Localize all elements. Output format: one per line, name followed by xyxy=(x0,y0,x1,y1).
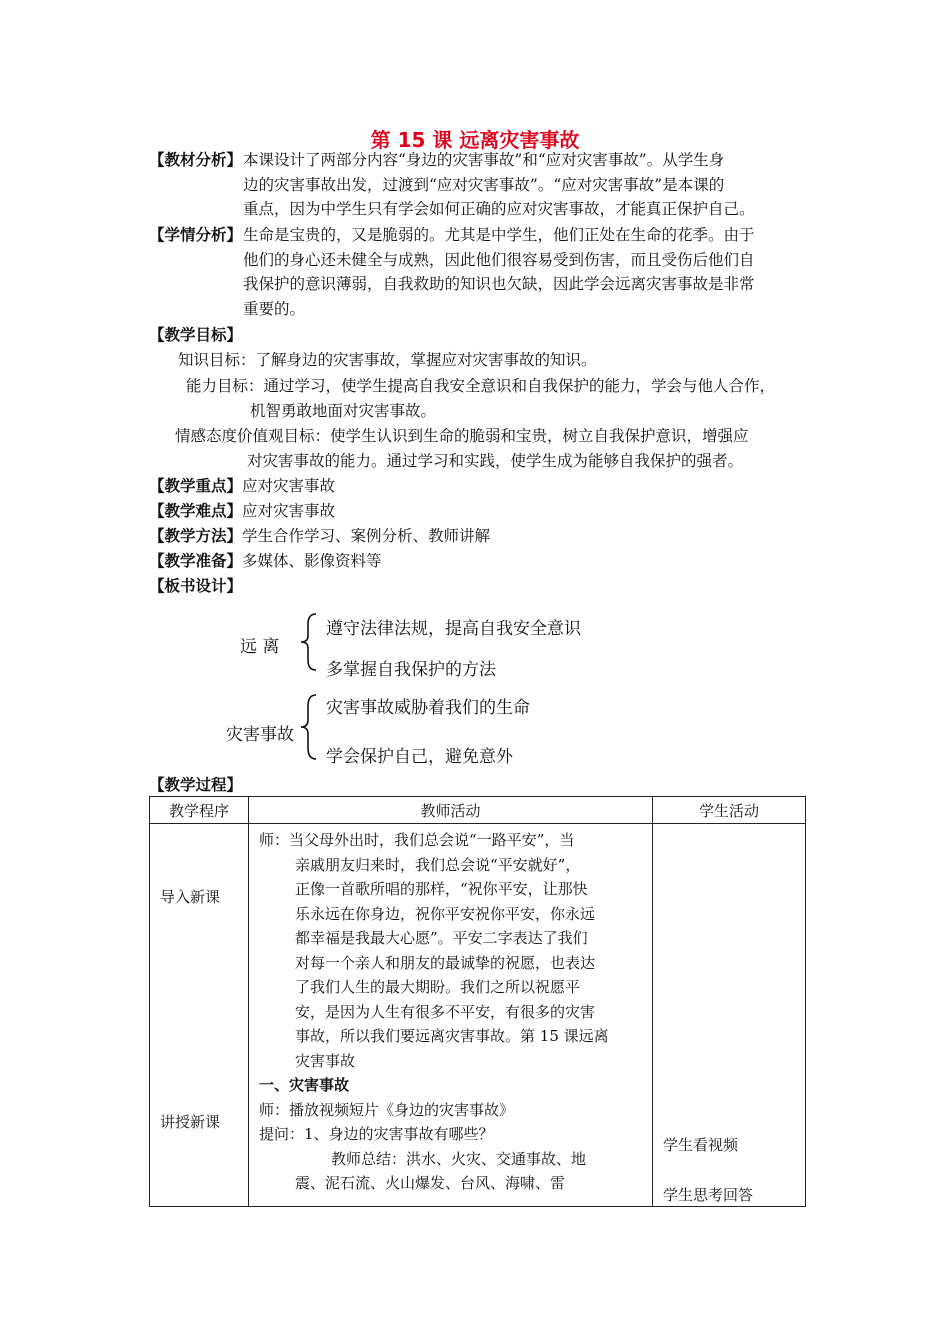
stage-cell xyxy=(150,824,249,1207)
teacher-activity-cell xyxy=(249,824,653,1207)
text-line: 生命是宝贵的，又是脆弱的。尤其是中学生，他们正处在生命的花季。由于 xyxy=(243,226,755,244)
teacher-line: 安，是因为人生有很多不平安，有很多的灾害 xyxy=(295,1002,596,1021)
text-line: 他们的身心还未健全与成熟，因此他们很容易受到伤害，而且受伤后他们自 xyxy=(243,250,755,269)
board-item: 灾害事故威胁着我们的生命 xyxy=(326,698,530,718)
stage-new: 讲授新课 xyxy=(160,1113,221,1131)
section-label: 【教学重点】 xyxy=(149,477,243,495)
teacher-line: 都幸福是我最大心愿”。平安二字表达了我们 xyxy=(295,929,588,947)
objective-ability-cont: 机智勇敢地面对灾害事故。 xyxy=(250,402,437,420)
section-preparation xyxy=(149,549,809,574)
teacher-heading: 一、灾害事故 xyxy=(259,1076,350,1094)
header-cell: 教学程序 xyxy=(150,797,249,824)
section-value: 学生合作学习、案例分析、教师讲解 xyxy=(242,527,491,545)
page-title: 第 15 课 远离灾害事故 xyxy=(370,128,580,152)
teacher-line: 师：播放视频短片《身边的灾害事故》 xyxy=(259,1100,515,1119)
text-line: 边的灾害事故出发，过渡到“应对灾害事故”。“应对灾害事故”是本课的 xyxy=(243,175,725,194)
section-process xyxy=(149,773,809,798)
board-key-1: 远 离 xyxy=(240,637,280,657)
section-label: 【教学过程】 xyxy=(149,776,243,794)
section-textbook-analysis xyxy=(149,148,809,222)
teacher-line: 灾害事故 xyxy=(295,1051,356,1070)
text-line: 重点，因为中学生只有学会如何正确的应对灾害事故，才能真正保护自己。 xyxy=(243,200,755,218)
section-label: 【教学方法】 xyxy=(149,527,243,545)
process-table xyxy=(149,796,806,1207)
teacher-line: 乐永远在你身边，祝你平安祝你平安，你永远 xyxy=(295,904,596,923)
objective-emotion: 情感态度价值观目标：使学生认识到生命的脆弱和宝贵，树立自我保护意识，增强应 xyxy=(175,427,749,445)
board-item: 遵守法律法规，提高自我安全意识 xyxy=(326,619,581,639)
table-row xyxy=(150,824,806,1207)
section-label: 【板书设计】 xyxy=(149,577,243,595)
text-line: 我保护的意识薄弱，自我救助的知识也欠缺，因此学会远离灾害事故是非常 xyxy=(243,275,755,293)
stage-intro: 导入新课 xyxy=(160,888,221,906)
section-label: 【教学准备】 xyxy=(149,552,243,570)
section-value: 应对灾害事故 xyxy=(242,477,336,495)
section-text xyxy=(243,148,809,222)
section-value: 多媒体、影像资料等 xyxy=(242,552,382,570)
section-label: 【教学难点】 xyxy=(149,502,243,520)
teacher-line: 了我们人生的最大期盼。我们之所以祝愿平 xyxy=(295,978,581,996)
brace-icon xyxy=(298,612,322,672)
teacher-line: 教师总结：洪水、火灾、交通事故、地 xyxy=(331,1149,587,1168)
teacher-line: 正像一首歌所唱的那样，“祝你平安，让那快 xyxy=(295,880,588,898)
board-item: 学会保护自己，避免意外 xyxy=(326,747,513,767)
teacher-line: 师：当父母外出时，我们总会说“一路平安”，当 xyxy=(259,831,575,849)
section-objectives-label xyxy=(149,323,809,348)
section-student-analysis xyxy=(149,223,809,321)
text-line: 重要的。 xyxy=(243,299,306,318)
teacher-line: 震、泥石流、火山爆发、台风、海啸、雷 xyxy=(295,1174,566,1192)
teacher-line: 对每一个亲人和朋友的最诚挚的祝愿，也表达 xyxy=(295,953,596,972)
student-line: 学生看视频 xyxy=(663,1136,739,1154)
objective-ability: 能力目标：通过学习，使学生提高自我安全意识和自我保护的能力，学会与他人合作， xyxy=(186,377,776,395)
student-line: 学生思考回答 xyxy=(663,1186,754,1204)
section-label: 【学情分析】 xyxy=(149,226,243,244)
section-label: 【教材分析】 xyxy=(149,151,243,169)
board-key-2: 灾害事故 xyxy=(226,725,294,745)
objective-emotion-cont: 对灾害事故的能力。通过学习和实践，使学生成为能够自我保护的强者。 xyxy=(247,452,744,470)
header-cell: 教师活动 xyxy=(249,797,653,824)
teacher-line: 事故，所以我们要远离灾害事故。第 15 课远离 xyxy=(295,1027,609,1045)
text-line: 本课设计了两部分内容“身边的灾害事故”和“应对灾害事故”。从学生身 xyxy=(243,151,725,169)
board-item: 多掌握自我保护的方法 xyxy=(326,660,496,680)
section-board-design xyxy=(149,574,809,599)
objective-knowledge: 知识目标：了解身边的灾害事故，掌握应对灾害事故的知识。 xyxy=(178,351,597,369)
section-label: 【教学目标】 xyxy=(149,326,243,344)
brace-icon xyxy=(298,693,322,761)
section-value: 应对灾害事故 xyxy=(242,502,336,520)
header-cell: 学生活动 xyxy=(653,797,806,824)
section-methods xyxy=(149,524,809,549)
section-text xyxy=(243,223,809,321)
section-key-point xyxy=(149,474,809,499)
student-activity-cell xyxy=(653,824,806,1207)
section-difficulty xyxy=(149,499,809,524)
teacher-line: 亲戚朋友归来时，我们总会说“平安就好”， xyxy=(295,855,581,874)
table-header-row xyxy=(150,797,806,824)
teacher-line: 提问：1、身边的灾害事故有哪些？ xyxy=(259,1125,494,1143)
